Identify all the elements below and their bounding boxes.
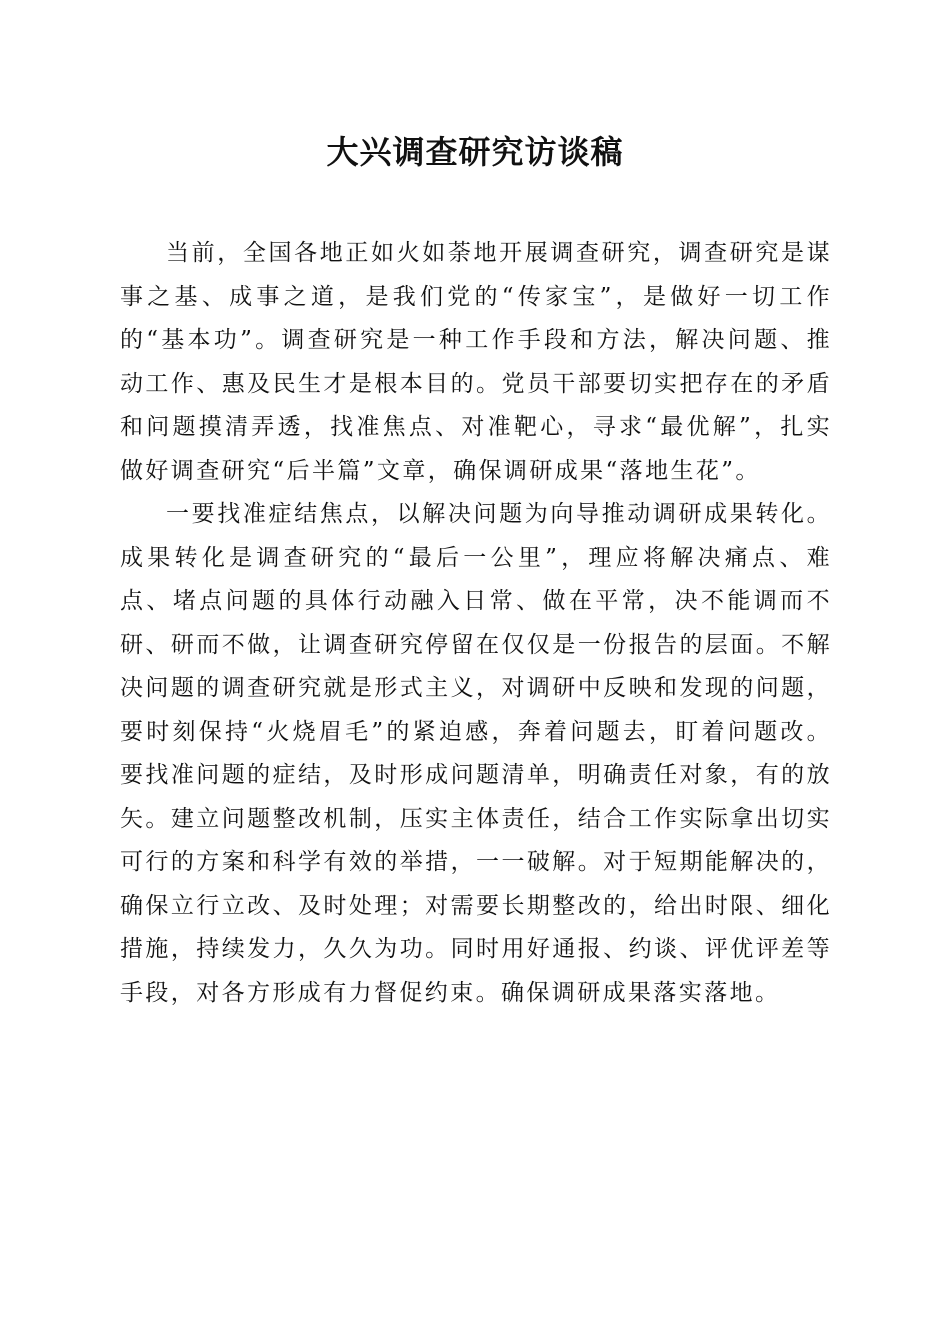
paragraph-intro: 当前，全国各地正如火如荼地开展调查研究，调查研究是谋事之基、成事之道，是我们党的“传家宝”，是做好一切工作的“基本功”。调查研究是一种工作手段和方法，解决问题、推动工作、惠及民生才是根本目的。党员干部要切实把存在的矛盾和问题摸清弄透，找准焦点、对准靶心，寻求“最优解”，扎实做好调查研究“后半篇”文章，确保调研成果“落地生花”。 — [120, 240, 832, 484]
document-title: 大兴调查研究访谈稿 — [326, 133, 624, 171]
document-body — [120, 232, 832, 1015]
paragraph-point-one: 一要找准症结焦点，以解决问题为向导推动调研成果转化。成果转化是调查研究的“最后一公里”，理应将解决痛点、难点、堵点问题的具体行动融入日常、做在平常，决不能调而不研、研而不做，让调查研究停留在仅仅是一份报告的层面。不解决问题的调查研究就是形式主义，对调研中反映和发现的问题，要时刻保持“火烧眉毛”的紧迫感，奔着问题去，盯着问题改。要找准问题的症结，及时形成问题清单，明确责任对象，有的放矢。建立问题整改机制，压实主体责任，结合工作实际拿出切实可行的方案和科学有效的举措，一一破解。对于短期能解决的，确保立行立改、及时处理；对需要长期整改的，给出时限、细化措施，持续发力，久久为功。同时用好通报、约谈、评优评差等手段，对各方形成有力督促约束。确保调研成果落实落地。 — [120, 501, 832, 1006]
